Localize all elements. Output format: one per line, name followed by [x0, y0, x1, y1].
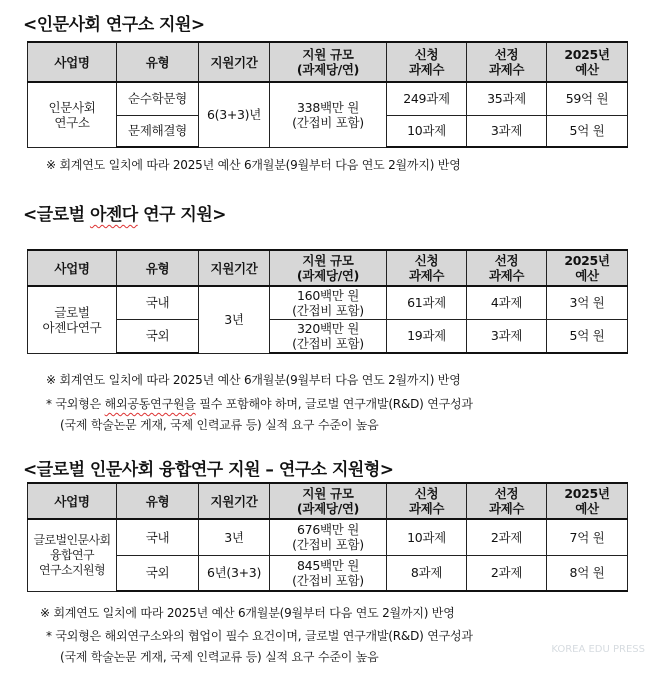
header-scale: 지원 규모 (과제당/연)	[270, 42, 387, 82]
cell-budget: 5억 원	[547, 115, 628, 147]
cell-budget: 3억 원	[547, 286, 628, 319]
section-title-1: <인문사회 연구소 지원>	[23, 15, 205, 35]
header-budget: 2025년 예산	[547, 483, 628, 519]
cell-type: 국내	[117, 519, 199, 555]
header-scale: 지원 규모 (과제당/연)	[270, 483, 387, 519]
header-selected: 선정 과제수	[467, 250, 547, 286]
cell-selected: 2과제	[467, 555, 547, 591]
header-period: 지원기간	[199, 42, 270, 82]
header-type: 유형	[117, 483, 199, 519]
cell-program: 인문사회 연구소	[28, 82, 117, 147]
cell-period: 6(3+3)년	[199, 82, 270, 147]
header-applied: 신청 과제수	[387, 483, 467, 519]
header-program: 사업명	[28, 483, 117, 519]
cell-budget: 59억 원	[547, 82, 628, 115]
cell-selected: 4과제	[467, 286, 547, 319]
cell-type: 순수학문형	[117, 82, 199, 115]
note-overseas-2-cont: (국제 학술논문 게재, 국제 인력교류 등) 실적 요구 수준이 높음	[60, 418, 379, 432]
cell-scale: 338백만 원 (간접비 포함)	[270, 82, 387, 147]
cell-applied: 10과제	[387, 115, 467, 147]
cell-applied: 19과제	[387, 319, 467, 353]
cell-scale: 160백만 원 (간접비 포함)	[270, 286, 387, 319]
cell-selected: 35과제	[467, 82, 547, 115]
cell-scale: 845백만 원 (간접비 포함)	[270, 555, 387, 591]
table-global-agenda	[27, 249, 628, 354]
cell-period: 3년	[199, 286, 270, 353]
header-budget: 2025년 예산	[547, 250, 628, 286]
header-scale: 지원 규모 (과제당/연)	[270, 250, 387, 286]
header-type: 유형	[117, 250, 199, 286]
cell-selected: 3과제	[467, 319, 547, 353]
cell-type: 국외	[117, 555, 199, 591]
header-period: 지원기간	[199, 483, 270, 519]
cell-applied: 10과제	[387, 519, 467, 555]
cell-program: 글로벌인문사회 융합연구 연구소지원형	[28, 519, 117, 591]
cell-selected: 2과제	[467, 519, 547, 555]
header-budget: 2025년 예산	[547, 42, 628, 82]
cell-period: 6년(3+3)	[199, 555, 270, 591]
cell-applied: 61과제	[387, 286, 467, 319]
cell-budget: 8억 원	[547, 555, 628, 591]
note-budget-3: ※ 회계연도 일치에 따라 2025년 예산 6개월분(9월부터 다음 연도 2월까지) 반영	[40, 606, 455, 620]
cell-selected: 3과제	[467, 115, 547, 147]
section-title-3: <글로벌 인문사회 융합연구 지원 – 연구소 지원형>	[23, 460, 394, 480]
header-type: 유형	[117, 42, 199, 82]
cell-applied: 8과제	[387, 555, 467, 591]
cell-type: 국내	[117, 286, 199, 319]
header-applied: 신청 과제수	[387, 42, 467, 82]
cell-scale: 676백만 원 (간접비 포함)	[270, 519, 387, 555]
note-budget-1: ※ 회계연도 일치에 따라 2025년 예산 6개월분(9월부터 다음 연도 2월까지) 반영	[46, 158, 461, 172]
cell-applied: 249과제	[387, 82, 467, 115]
header-selected: 선정 과제수	[467, 42, 547, 82]
section-title-2: <글로벌 아젠다 연구 지원>	[23, 205, 226, 225]
cell-scale: 320백만 원 (간접비 포함)	[270, 319, 387, 353]
cell-type: 국외	[117, 319, 199, 353]
header-period: 지원기간	[199, 250, 270, 286]
header-program: 사업명	[28, 42, 117, 82]
header-selected: 선정 과제수	[467, 483, 547, 519]
header-applied: 신청 과제수	[387, 250, 467, 286]
cell-period: 3년	[199, 519, 270, 555]
note-overseas-3: * 국외형은 해외연구소와의 협업이 필수 요건이며, 글로벌 연구개발(R&D) 연구성과	[46, 629, 473, 643]
note-overseas-2: * 국외형은 해외공동연구원을 필수 포함해야 하며, 글로벌 연구개발(R&D) 연구성과	[46, 397, 473, 411]
table-global-convergence	[27, 482, 628, 592]
cell-type: 문제해결형	[117, 115, 199, 147]
note-overseas-3-cont: (국제 학술논문 게재, 국제 인력교류 등) 실적 요구 수준이 높음	[60, 650, 379, 664]
table-research-institute	[27, 41, 628, 148]
watermark-logo: KOREA EDU PRESS	[551, 644, 645, 655]
cell-budget: 5억 원	[547, 319, 628, 353]
header-program: 사업명	[28, 250, 117, 286]
cell-program: 글로벌 아젠다연구	[28, 286, 117, 353]
note-budget-2: ※ 회계연도 일치에 따라 2025년 예산 6개월분(9월부터 다음 연도 2월까지) 반영	[46, 373, 461, 387]
cell-budget: 7억 원	[547, 519, 628, 555]
